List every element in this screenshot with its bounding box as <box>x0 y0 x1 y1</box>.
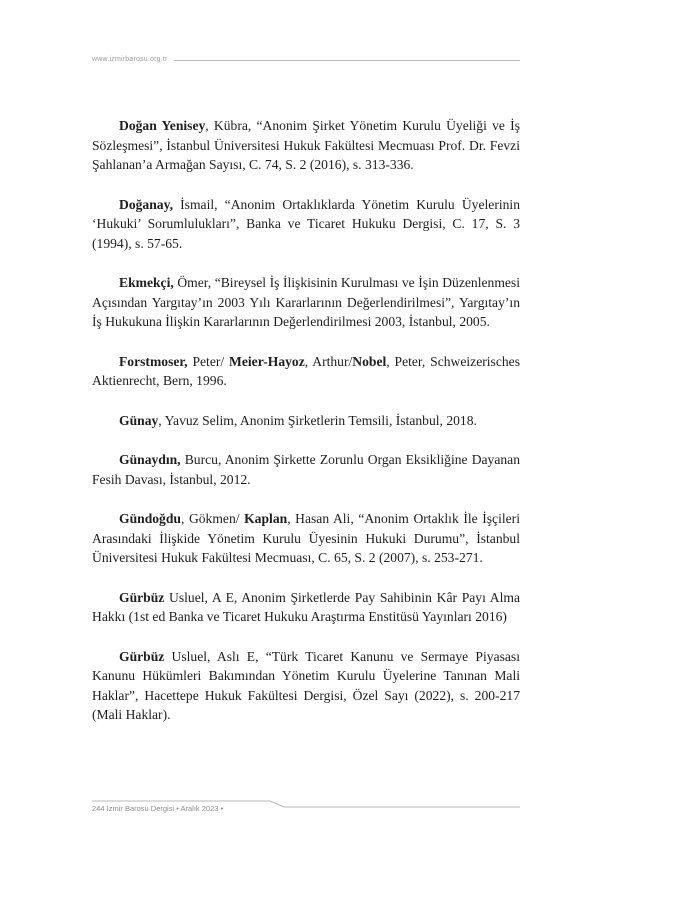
entry-text: Burcu, Anonim Şirkette Zorunlu Organ Eksikliğine Dayanan Fesih Davası, İstanbul, 2012. <box>92 452 520 487</box>
entry-text: Usluel, Aslı E, “Türk Ticaret Kanunu ve Sermaye Piyasası Kanunu Hükümleri Bakımından Yönetim Kurulu Üyelerine Tanınan Mali Haklar”, Hacettepe Hukuk Fakültesi Dergisi, Özel Sayı (2022), s. 200-217 (Mali Haklar). <box>92 648 520 722</box>
entry-author: Doğanay, <box>119 196 174 212</box>
header-url: www.izmirbarosu.org.tr <box>92 54 171 66</box>
entry-author: Kaplan <box>244 511 288 526</box>
entry-text: , Arthur/ <box>304 353 353 369</box>
entry-author: Günay <box>119 412 159 428</box>
entry-author: Gürbüz <box>119 589 165 605</box>
entry-text: , Yavuz Selim, Anonim Şirketlerin Temsili, İstanbul, 2018. <box>158 412 477 428</box>
entry-author: Gürbüz <box>119 648 165 664</box>
page-number: 244 <box>92 804 105 813</box>
entry-author: Forstmoser, <box>119 353 188 369</box>
entry-text: , Peter, Schweizerisches Aktienrecht, Bern, 1996. <box>92 353 520 388</box>
bibliography-entry <box>92 116 520 175</box>
entry-author: Nobel <box>352 353 387 369</box>
entry-author: Doğan Yenisey <box>119 118 206 133</box>
journal-name: İzmir Barosu Dergisi • Aralık 2023 • <box>106 804 224 813</box>
bibliography-entry <box>92 273 520 332</box>
bibliography-entry <box>92 588 520 627</box>
page-header <box>92 54 520 66</box>
entry-author: Gündoğdu <box>119 511 181 526</box>
entry-text: Peter/ <box>187 353 230 369</box>
header-rule <box>174 60 520 61</box>
entry-text: İsmail, “Anonim Ortaklıklarda Yönetim Kurulu Üyelerinin ‘Hukuki’ Sorumlulukları”, Banka ve Ticaret Hukuku Dergisi, C. 17, S. 3 (1994), s. 57-65. <box>92 196 520 251</box>
entry-text: Ömer, “Bireysel İş İlişkisinin Kurulması ve İşin Düzenlenmesi Açısından Yargıtay’ın 2003 Yılı Kararlarının Değerlendirilmesi”, Yargıtay’ın İş Hukukuna İlişkin Kararlarının Değerlendirilmesi 2003, İstanbul, 2005. <box>92 275 520 329</box>
bibliography-entry <box>92 647 520 725</box>
entry-author: Ekmekçi, <box>119 275 174 290</box>
entry-text: , Kübra, “Anonim Şirket Yönetim Kurulu Üyeliği ve İş Sözleşmesi”, İstanbul Üniversitesi Hukuk Fakültesi Mecmuası Prof. Dr. Fevzi Şahlanan’a Armağan Sayısı, C. 74, S. 2 (2016), s. 313-336. <box>92 118 520 172</box>
bibliography-list <box>92 116 520 745</box>
entry-text: Usluel, A E, Anonim Şirketlerde Pay Sahibinin Kâr Payı Alma Hakkı (1st ed Banka ve Ticaret Hukuku Araştırma Enstitüsü Yayınları 2016) <box>92 589 520 624</box>
entry-text: , Hasan Ali, “Anonim Ortaklık İle İşçileri Arasındaki İlişkide Yönetim Kurulu Üyesinin Hukuki Durumu”, İstanbul Üniversitesi Hukuk Fakültesi Mecmuası, C. 65, S. 2 (2007), s. 253-271. <box>92 511 520 565</box>
entry-text: , Gökmen/ <box>180 511 245 526</box>
bibliography-entry <box>92 195 520 254</box>
bibliography-entry <box>92 411 520 431</box>
entry-author: Günaydın, <box>119 452 181 467</box>
entry-author: Meier-Hayoz <box>229 353 305 369</box>
page-footer <box>92 800 520 814</box>
bibliography-entry <box>92 352 520 391</box>
footer-text <box>92 802 223 816</box>
bibliography-entry <box>92 509 520 568</box>
bibliography-entry <box>92 450 520 489</box>
